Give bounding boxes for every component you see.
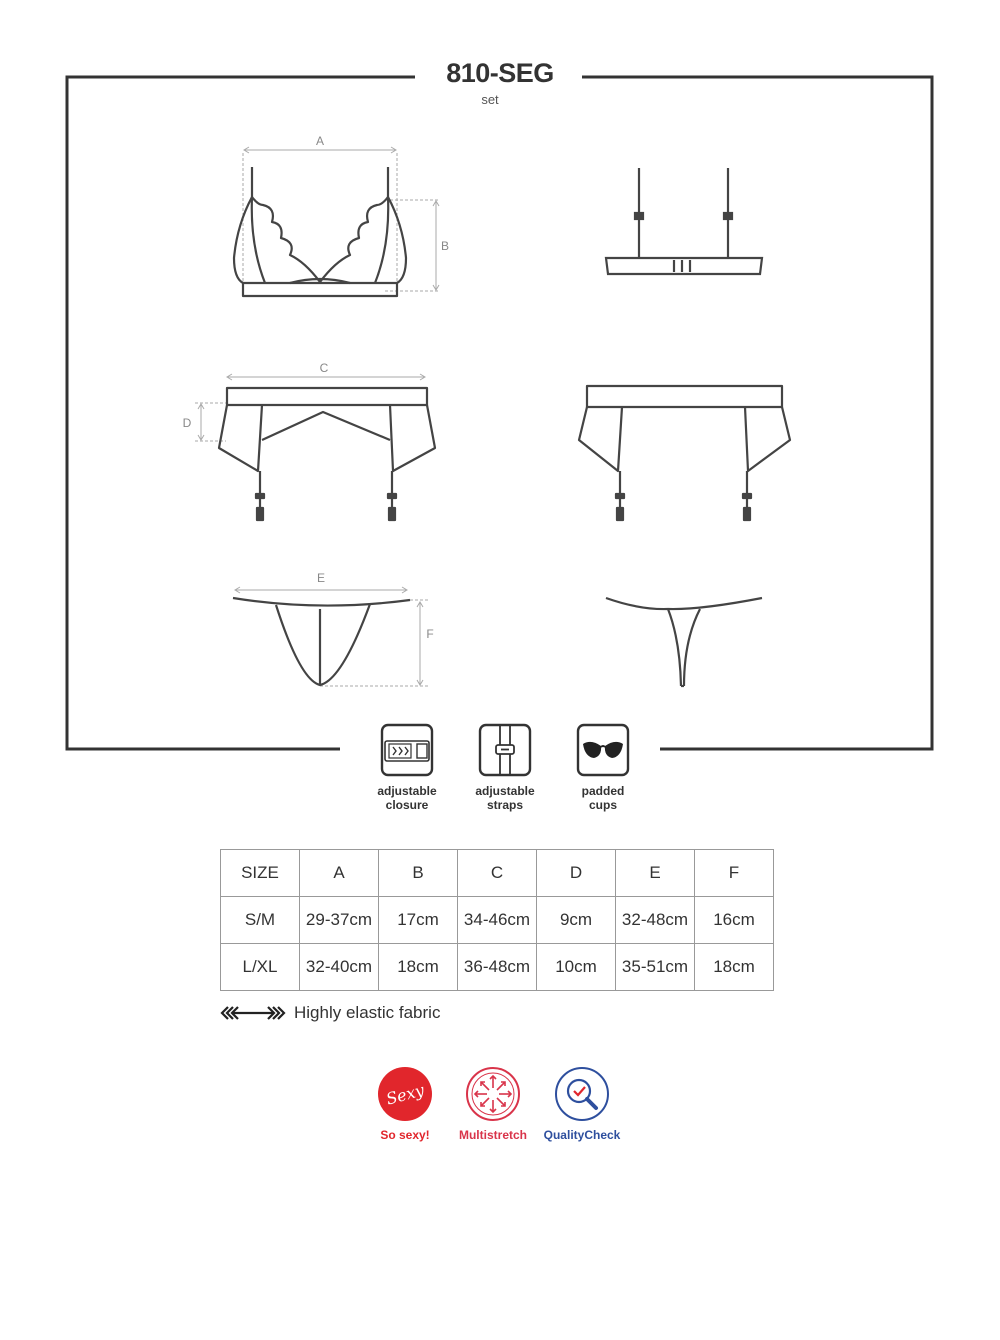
sexy-icon [377, 1066, 433, 1122]
table-header-cell: B [379, 850, 458, 897]
feature-label-line: adjustable [475, 784, 535, 798]
feature-adjustable-closure [357, 722, 457, 812]
feature-label-line: adjustable [377, 784, 437, 798]
thong-front-drawing [233, 571, 434, 686]
elastic-fabric-note [220, 1003, 440, 1023]
multistretch-icon [465, 1066, 521, 1122]
table-header-cell: SIZE [221, 850, 300, 897]
dimension-label-d: D [182, 416, 192, 430]
sexy-mark: Sexy [384, 1080, 427, 1109]
garter-belt-back-drawing [579, 386, 790, 520]
table-header-row [221, 850, 774, 897]
dimension-label-e: E [316, 571, 326, 585]
elastic-fabric-text: Highly elastic fabric [294, 1003, 441, 1022]
size-table [220, 849, 774, 991]
garter-belt-front-drawing [183, 361, 435, 520]
table-cell: 17cm [379, 897, 458, 944]
table-cell: 35-51cm [616, 944, 695, 991]
table-cell: 32-40cm [300, 944, 379, 991]
stretch-arrows-icon [220, 1006, 286, 1020]
bra-back-drawing [606, 168, 762, 274]
bra-front-drawing [234, 134, 449, 296]
table-header-cell: C [458, 850, 537, 897]
table-cell: 18cm [379, 944, 458, 991]
adjustable-closure-icon [379, 722, 435, 778]
table-cell: 36-48cm [458, 944, 537, 991]
feature-padded-cups [553, 722, 653, 812]
dimension-label-f: F [426, 627, 434, 641]
feature-adjustable-straps [455, 722, 555, 812]
badge-label: Multistretch [458, 1128, 527, 1142]
table-cell: 29-37cm [300, 897, 379, 944]
badge-so-sexy [355, 1066, 455, 1142]
thong-back-drawing [606, 598, 762, 686]
dimension-label-c: C [319, 361, 329, 375]
product-type: set [481, 92, 499, 107]
table-row [221, 944, 774, 991]
quality-check-icon [554, 1066, 610, 1122]
feature-label-line: cups [588, 798, 617, 812]
feature-label-line: padded [581, 784, 625, 798]
table-header-cell: E [616, 850, 695, 897]
badge-multistretch [443, 1066, 543, 1142]
table-cell: L/XL [221, 944, 300, 991]
table-cell: S/M [221, 897, 300, 944]
product-code: 810-SEG [446, 58, 554, 88]
feature-label-line: closure [385, 798, 429, 812]
badge-label: QualityCheck [543, 1128, 621, 1142]
padded-cups-icon [575, 722, 631, 778]
table-cell: 9cm [537, 897, 616, 944]
table-header-cell: A [300, 850, 379, 897]
table-cell: 34-46cm [458, 897, 537, 944]
table-cell: 10cm [537, 944, 616, 991]
table-cell: 18cm [695, 944, 774, 991]
dimension-label-a: A [315, 134, 325, 148]
badge-quality-check [532, 1066, 632, 1142]
table-header-cell: D [537, 850, 616, 897]
table-cell: 16cm [695, 897, 774, 944]
table-header-cell: F [695, 850, 774, 897]
badge-label: So sexy! [380, 1128, 430, 1142]
adjustable-straps-icon [477, 722, 533, 778]
table-cell: 32-48cm [616, 897, 695, 944]
table-row [221, 897, 774, 944]
feature-label-line: straps [486, 798, 524, 812]
dimension-label-b: B [440, 239, 450, 253]
